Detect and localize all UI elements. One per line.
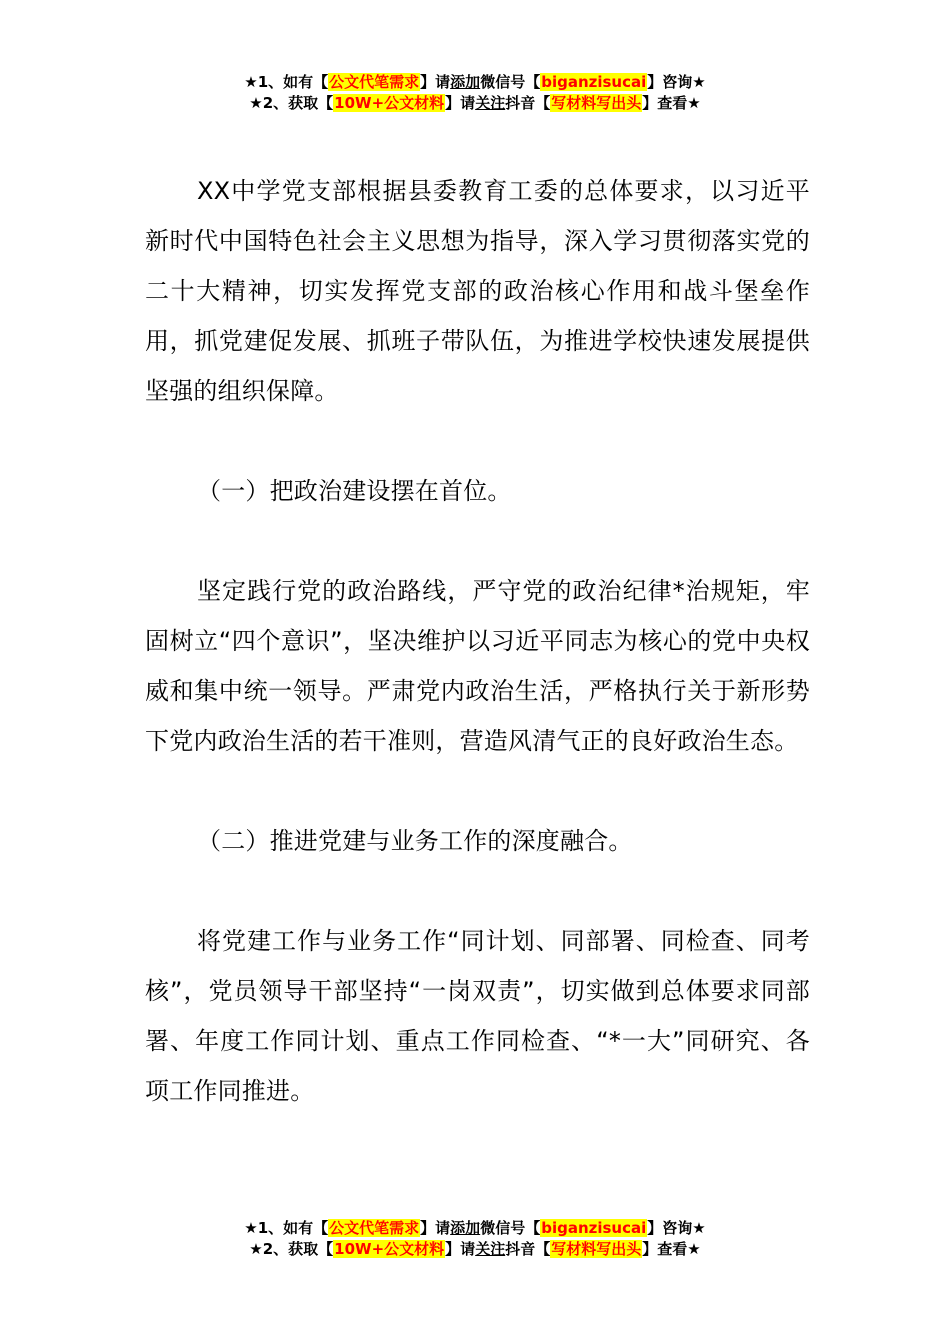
promo-text-underlined: 添加: [450, 73, 481, 91]
promo-text: 】查看: [642, 1240, 688, 1258]
promo-line-1: [0, 1218, 950, 1239]
promo-text: 微信号【: [480, 73, 541, 91]
highlight-materials: 10W+公文材料: [334, 1240, 445, 1258]
promo-text-underlined: 添加: [450, 1219, 481, 1237]
star-icon: ★: [687, 1240, 701, 1258]
promo-text: 1、如有【: [257, 1219, 329, 1237]
promo-text: 1、如有【: [257, 73, 329, 91]
promo-text-underlined: 关注: [475, 94, 506, 112]
promo-text: 】请: [445, 94, 476, 112]
promo-text: 微信号【: [480, 1219, 541, 1237]
promo-text: 2、获取【: [262, 94, 334, 112]
highlight-materials: 10W+公文材料: [334, 94, 445, 112]
promo-line-1: [0, 72, 950, 93]
highlight-wechat-id: biganzisucai: [541, 73, 647, 91]
highlight-wechat-id: biganzisucai: [541, 1219, 647, 1237]
highlight-service: 公文代笔需求: [329, 73, 420, 91]
promo-text: 】咨询: [647, 1219, 693, 1237]
paragraph-section-1: 坚定践行党的政治路线，严守党的政治纪律*治规矩，牢固树立“四个意识”，坚决维护以习近平同志为核心的党中央权威和集中统一领导。严肃党内政治生活，严格执行关于新形势下党内政治生活的若干准则，营造风清气正的良好政治生态。: [145, 577, 810, 755]
star-icon: ★: [249, 94, 263, 112]
star-icon: ★: [244, 1219, 258, 1237]
promo-text: 抖音【: [505, 94, 551, 112]
document-body: [145, 166, 810, 1116]
highlight-douyin: 写材料写出头: [551, 94, 642, 112]
promo-banner-bottom: [0, 1218, 950, 1260]
promo-text: 】请: [445, 1240, 476, 1258]
star-icon: ★: [244, 73, 258, 91]
highlight-service: 公文代笔需求: [329, 1219, 420, 1237]
star-icon: ★: [692, 1219, 706, 1237]
section-heading-1: （一）把政治建设摆在首位。: [197, 477, 512, 505]
promo-text-underlined: 关注: [475, 1240, 506, 1258]
star-icon: ★: [687, 94, 701, 112]
star-icon: ★: [692, 73, 706, 91]
highlight-douyin: 写材料写出头: [551, 1240, 642, 1258]
paragraph-intro: XX中学党支部根据县委教育工委的总体要求，以习近平新时代中国特色社会主义思想为指导，深入学习贯彻落实党的二十大精神，切实发挥党支部的政治核心作用和战斗堡垒作用，抓党建促发展、抓班子带队伍，为推进学校快速发展提供坚强的组织保障。: [145, 177, 810, 405]
section-heading-2: （二）推进党建与业务工作的深度融合。: [197, 827, 633, 855]
promo-text: 2、获取【: [262, 1240, 334, 1258]
promo-text: 抖音【: [505, 1240, 551, 1258]
promo-text: 】咨询: [647, 73, 693, 91]
star-icon: ★: [249, 1240, 263, 1258]
promo-line-2: [0, 1239, 950, 1260]
promo-line-2: [0, 93, 950, 114]
promo-text: 】请: [420, 1219, 451, 1237]
promo-text: 】请: [420, 73, 451, 91]
paragraph-section-2: 将党建工作与业务工作“同计划、同部署、同检查、同考核”，党员领导干部坚持“一岗双责”，切实做到总体要求同部署、年度工作同计划、重点工作同检查、“*一大”同研究、各项工作同推进。: [145, 927, 810, 1105]
promo-text: 】查看: [642, 94, 688, 112]
promo-banner-top: [0, 72, 950, 114]
